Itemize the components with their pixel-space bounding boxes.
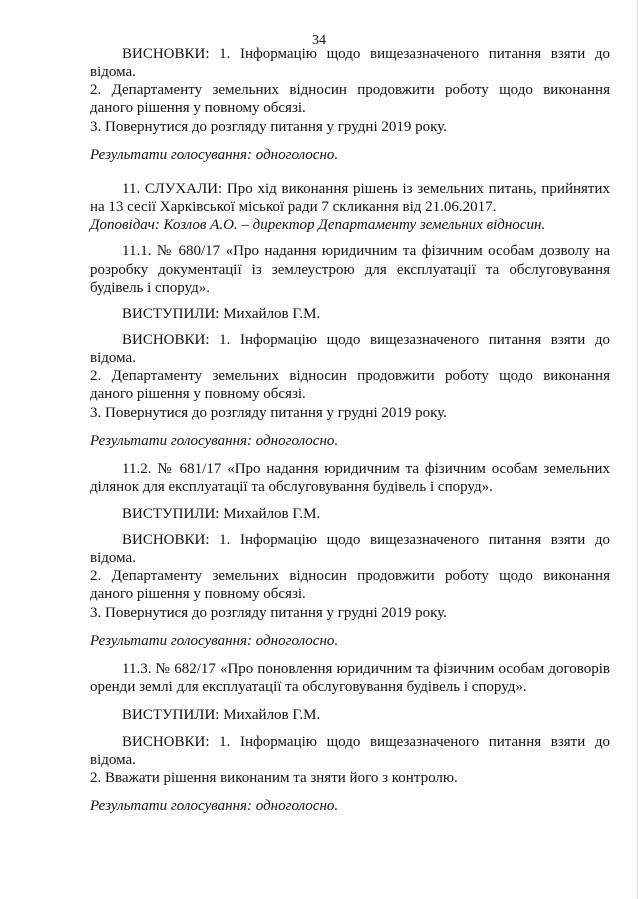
voting-result-line: Результати голосування: одноголосно.	[90, 147, 339, 163]
voting-result-line: Результати голосування: одноголосно.	[90, 798, 339, 814]
document-line: розробку документації із землеустрою для експлуатації та обслуговування	[90, 262, 610, 278]
document-line: відома.	[90, 64, 136, 80]
document-line: ділянок для експлуатації та обслуговування будівель і споруд».	[90, 479, 493, 495]
document-line: даного рішення у повному обсязі.	[90, 100, 306, 116]
document-line: 3. Повернутися до розгляду питання у грудні 2019 року.	[90, 405, 447, 421]
page-number: 34	[312, 33, 326, 48]
document-line: відома.	[90, 350, 136, 366]
voting-result-line: Результати голосування: одноголосно.	[90, 633, 339, 649]
document-line: 11.3. № 682/17 «Про поновлення юридичним та фізичним особам договорів	[122, 661, 610, 677]
document-line: оренди землі для експлуатації та обслуговування будівель і споруд».	[90, 679, 527, 695]
document-line: 11.1. № 680/17 «Про надання юридичним та фізичним особам дозволу на	[122, 243, 610, 259]
document-line: 2. Вважати рішення виконаним та зняти його з контролю.	[90, 770, 458, 786]
document-line: ВИСНОВКИ: 1. Інформацію щодо вищезазначеного питання взяти до	[122, 532, 610, 548]
voting-result-line: Результати голосування: одноголосно.	[90, 433, 339, 449]
document-line: ВИСТУПИЛИ: Михайлов Г.М.	[122, 707, 321, 723]
document-line: ВИСТУПИЛИ: Михайлов Г.М.	[122, 506, 321, 522]
document-line: ВИСТУПИЛИ: Михайлов Г.М.	[122, 306, 321, 322]
document-line: 3. Повернутися до розгляду питання у грудні 2019 року.	[90, 605, 447, 621]
document-line: 2. Департаменту земельних відносин продовжити роботу щодо виконання	[90, 82, 610, 98]
document-line: на 13 сесії Харківської міської ради 7 скликання від 21.06.2017.	[90, 199, 497, 215]
document-line: відома.	[90, 550, 136, 566]
document-line: ВИСНОВКИ: 1. Інформацію щодо вищезазначеного питання взяти до	[122, 734, 610, 750]
document-line: 2. Департаменту земельних відносин продовжити роботу щодо виконання	[90, 368, 610, 384]
document-line: відома.	[90, 752, 136, 768]
document-line: 3. Повернутися до розгляду питання у грудні 2019 року.	[90, 119, 447, 135]
document-line: будівель і споруд».	[90, 280, 210, 296]
document-line: даного рішення у повному обсязі.	[90, 386, 306, 402]
document-line: даного рішення у повному обсязі.	[90, 586, 306, 602]
document-line: 11. СЛУХАЛИ: Про хід виконання рішень із земельних питань, прийнятих	[122, 181, 610, 197]
document-line: ВИСНОВКИ: 1. Інформацію щодо вищезазначеного питання взяти до	[122, 46, 610, 62]
document-line: 11.2. № 681/17 «Про надання юридичним та фізичним особам земельних	[122, 461, 610, 477]
document-line: 2. Департаменту земельних відносин продовжити роботу щодо виконання	[90, 568, 610, 584]
voting-result-line: Доповідач: Козлов А.О. – директор Департаменту земельних відносин.	[90, 217, 546, 233]
document-line: ВИСНОВКИ: 1. Інформацію щодо вищезазначеного питання взяти до	[122, 332, 610, 348]
